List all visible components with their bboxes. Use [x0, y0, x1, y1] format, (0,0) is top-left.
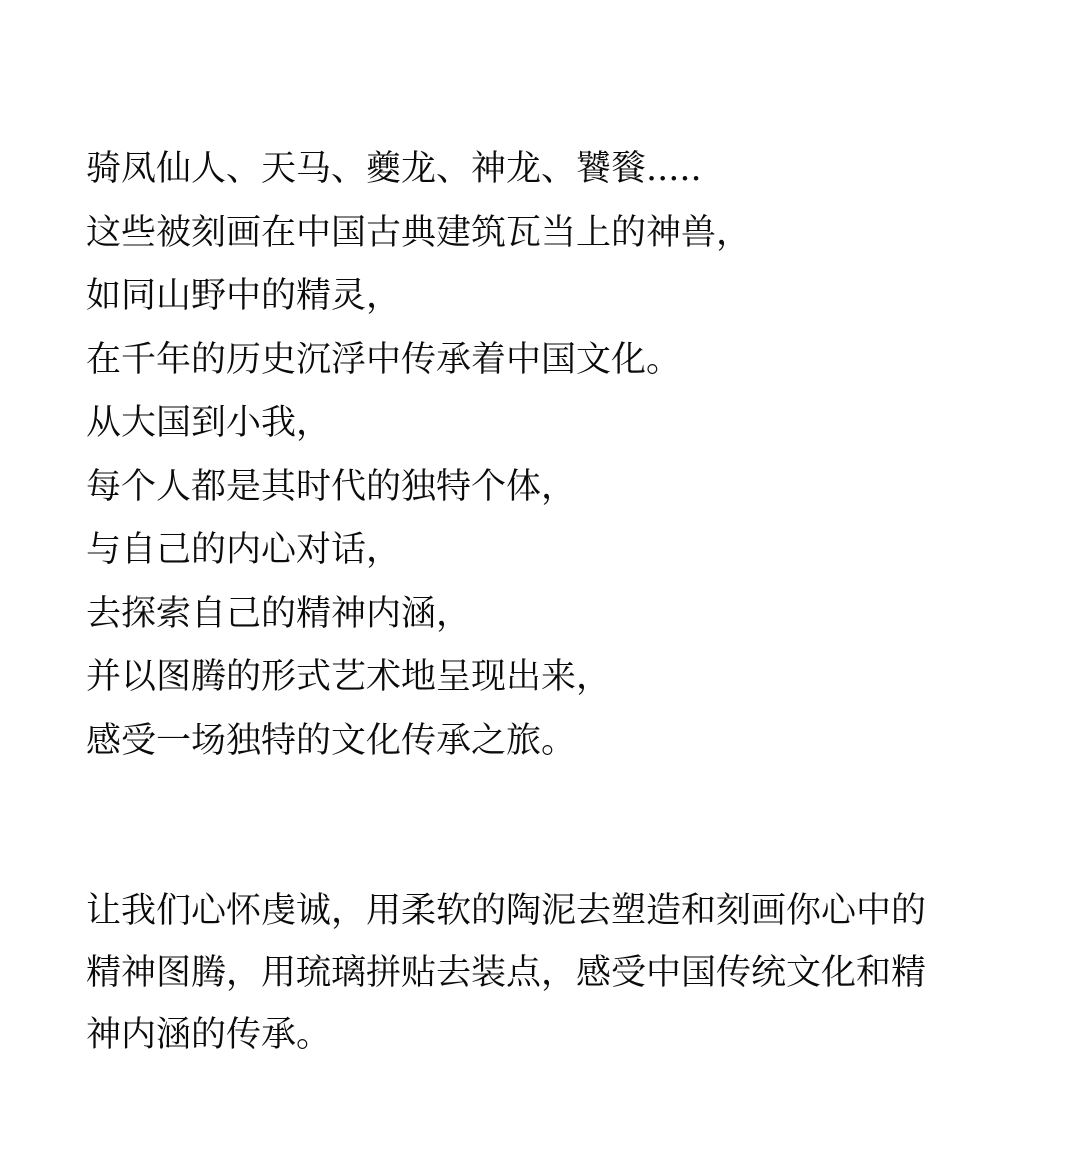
poem-line: 骑凤仙人、天马、夔龙、神龙、饕餮..... [86, 149, 702, 189]
poem-line: 去探索自己的精神内涵， [86, 593, 472, 634]
poem-line: 如同山野中的精灵， [86, 276, 402, 316]
poem-line: 这些被刻画在中国古典建筑瓦当上的神兽， [86, 212, 752, 253]
paragraph-line: 让我们心怀虔诚，用柔软的陶泥去塑造和刻画你心中的 [86, 891, 927, 931]
poem-block [86, 138, 1006, 773]
poem-line: 从大国到小我， [86, 403, 332, 443]
poem-line: 并以图腾的形式艺术地呈现出来， [86, 657, 612, 697]
poem-line: 每个人都是其时代的独特个体， [86, 466, 577, 507]
poem-line: 感受一场独特的文化传承之旅。 [86, 720, 577, 761]
poem-line: 在千年的历史沉浮中传承着中国文化。 [86, 339, 682, 380]
poem-line: 与自己的内心对话， [86, 530, 402, 570]
closing-paragraph [86, 880, 996, 1066]
paragraph-line: 神内涵的传承。 [86, 1015, 332, 1055]
paragraph-line: 精神图腾，用琉璃拼贴去装点，感受中国传统文化和精 [86, 953, 927, 993]
